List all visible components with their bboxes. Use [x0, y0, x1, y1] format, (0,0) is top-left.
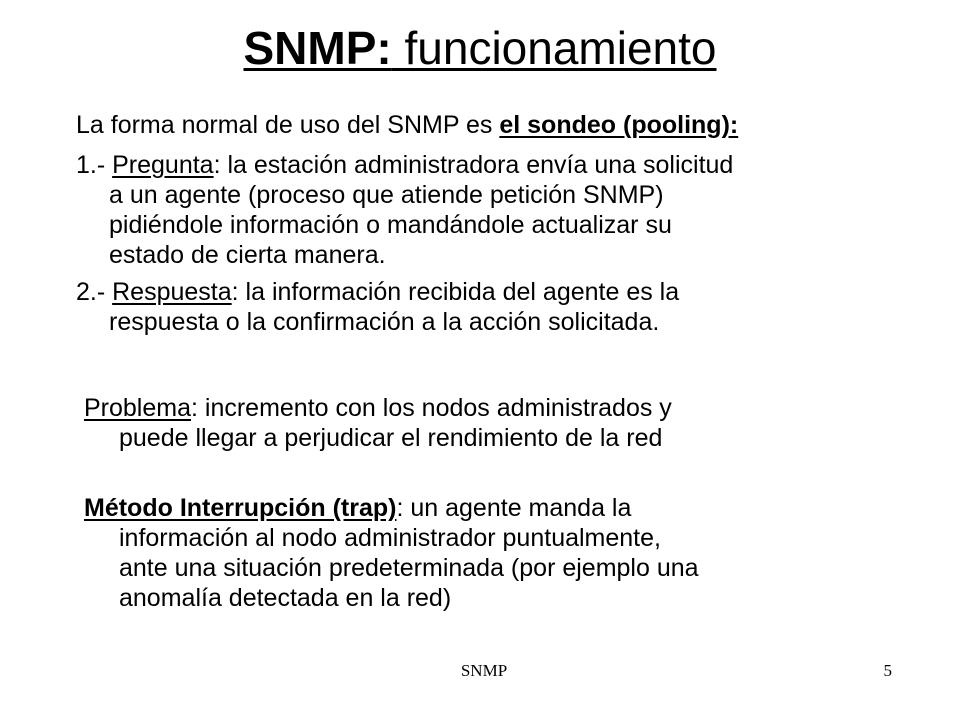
item1-line3: pidiéndole información o mandándole actualizar su — [109, 211, 672, 239]
problem-term: Problema — [84, 394, 191, 422]
slide-title — [0, 20, 960, 76]
footer-label: SNMP — [460, 661, 508, 680]
title-rest: funcionamiento — [391, 22, 717, 74]
item2-prefix: 2.- — [76, 278, 113, 306]
item1-prefix: 1.- — [76, 151, 113, 179]
trap-line1: : un agente manda la — [396, 494, 632, 522]
problem-paragraph — [84, 393, 944, 453]
trap-line3: ante una situación predeterminada (por ejemplo una — [119, 554, 699, 582]
trap-term: Método Interrupción (trap) — [84, 494, 397, 522]
item1-line4: estado de cierta manera. — [109, 241, 386, 269]
trap-paragraph — [84, 493, 944, 613]
problem-line2: puede llegar a perjudicar el rendimiento de la red — [119, 424, 663, 452]
trap-line4: anomalía detectada en la red) — [119, 584, 452, 612]
item2-line1: : la información recibida del agente es la — [231, 278, 680, 306]
item1-term: Pregunta — [112, 151, 214, 179]
item2-term: Respuesta — [112, 278, 232, 306]
list-item-question — [76, 150, 936, 270]
trap-line2: información al nodo administrador puntualmente, — [119, 524, 661, 552]
intro-paragraph — [76, 110, 936, 140]
item2-line2: respuesta o la confirmación a la acción solicitada. — [109, 308, 660, 336]
item1-line1: : la estación administradora envía una solicitud — [213, 151, 734, 179]
intro-text: La forma normal de uso del SNMP es — [76, 111, 500, 139]
intro-emphasis: el sondeo (pooling): — [499, 111, 739, 139]
page-number: 5 — [883, 661, 892, 680]
item1-line2: a un agente (proceso que atiende petición SNMP) — [109, 181, 664, 209]
problem-line1: : incremento con los nodos administrados y — [191, 394, 672, 422]
title-bold: SNMP: — [243, 22, 392, 74]
list-item-answer — [76, 277, 936, 337]
